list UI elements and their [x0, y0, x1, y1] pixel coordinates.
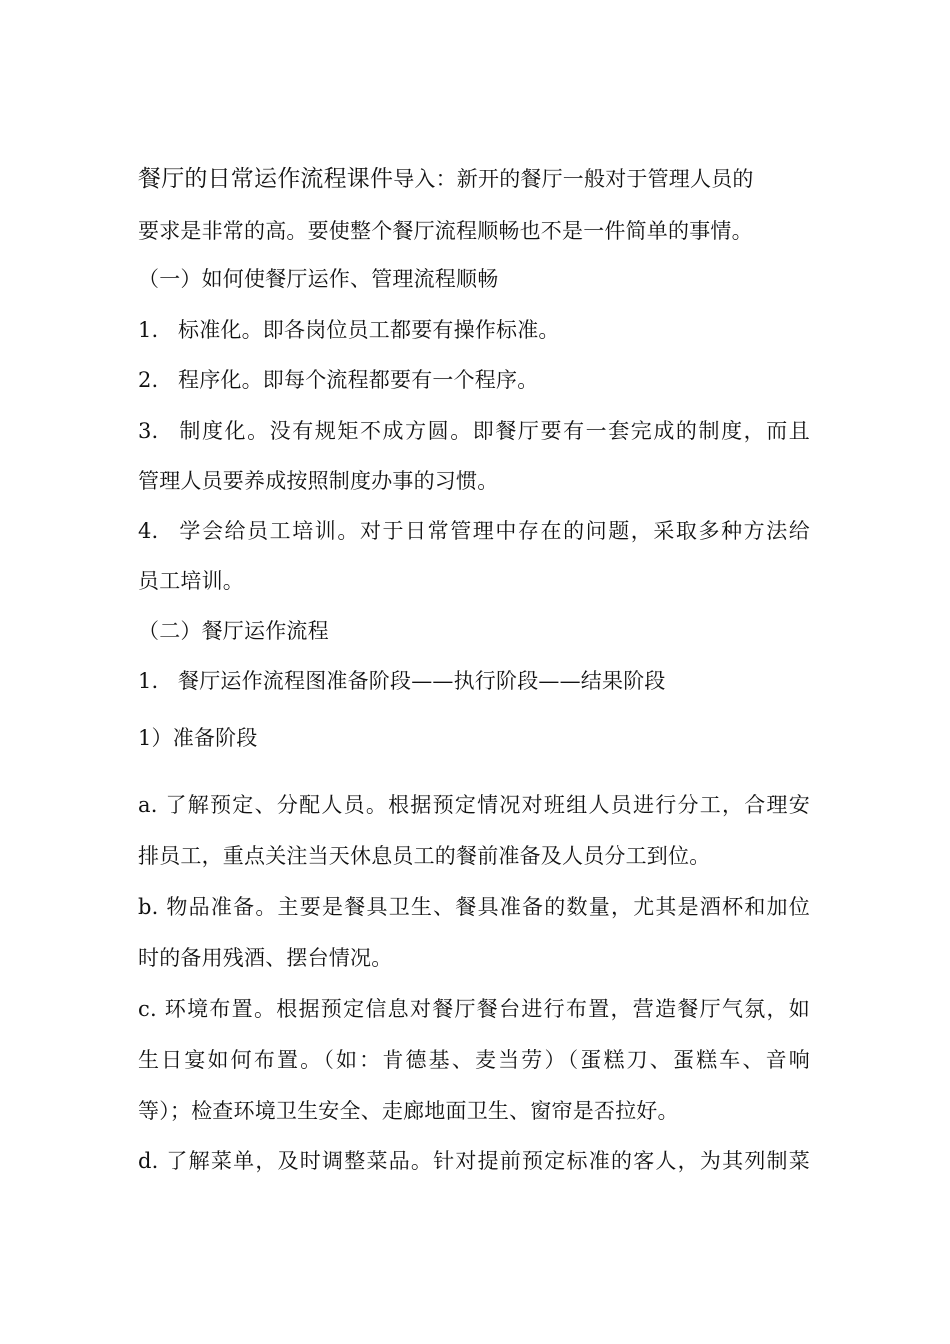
intro-text: 导入：新开的餐厅一般对于管理人员的 — [393, 167, 754, 191]
para-c-line-1: c. 环境布置。根据预定信息对餐厅餐台进行布置，营造餐厅气氛，如 — [138, 997, 810, 1021]
list-number: 2. — [138, 368, 159, 392]
list-number: 1. — [138, 669, 159, 693]
phase-heading: 1）准备阶段 — [138, 726, 258, 750]
list-number: 3. — [138, 419, 159, 443]
intro-line-2: 要求是非常的高。要使整个餐厅流程顺畅也不是一件简单的事情。 — [138, 219, 753, 243]
list-item-2 — [138, 365, 538, 395]
list-text: 制度化。没有规矩不成方圆。即餐厅要有一套完成的制度，而且 — [178, 419, 810, 443]
list-item-3 — [138, 416, 810, 446]
list-item-1 — [138, 315, 560, 345]
para-a-line-2: 排员工，重点关注当天休息员工的餐前准备及人员分工到位。 — [138, 844, 711, 868]
list-item-4-cont: 员工培训。 — [138, 569, 244, 593]
para-c-line-2: 生日宴如何布置。（如：肯德基、麦当劳）（蛋糕刀、蛋糕车、音响 — [138, 1048, 810, 1072]
list-item-4 — [138, 516, 810, 546]
list-item-3-cont: 管理人员要养成按照制度办事的习惯。 — [138, 469, 499, 493]
list-number: 4. — [138, 519, 159, 543]
section-heading-1: （一）如何使餐厅运作、管理流程顺畅 — [138, 267, 499, 291]
para-b-line-1: b. 物品准备。主要是餐具卫生、餐具准备的数量，尤其是酒杯和加位 — [138, 895, 810, 919]
document-title: 餐厅的日常运作流程课件 — [138, 166, 394, 192]
intro-line-1 — [138, 164, 754, 194]
para-d-line-1: d. 了解菜单，及时调整菜品。针对提前预定标准的客人，为其列制菜 — [138, 1149, 810, 1173]
para-a-line-1: a. 了解预定、分配人员。根据预定情况对班组人员进行分工，合理安 — [138, 793, 810, 817]
list-text: 学会给员工培训。对于日常管理中存在的问题，采取多种方法给 — [178, 519, 810, 543]
para-b-line-2: 时的备用残酒、摆台情况。 — [138, 946, 393, 970]
list-text: 标准化。即各岗位员工都要有操作标准。 — [178, 318, 560, 342]
section-heading-2: （二）餐厅运作流程 — [138, 619, 329, 643]
para-c-line-3: 等）；检查环境卫生安全、走廊地面卫生、窗帘是否拉好。 — [138, 1099, 679, 1123]
flow-item — [138, 666, 666, 696]
list-text: 程序化。即每个流程都要有一个程序。 — [178, 368, 539, 392]
list-text: 餐厅运作流程图准备阶段——执行阶段——结果阶段 — [178, 669, 666, 693]
list-number: 1. — [138, 318, 159, 342]
